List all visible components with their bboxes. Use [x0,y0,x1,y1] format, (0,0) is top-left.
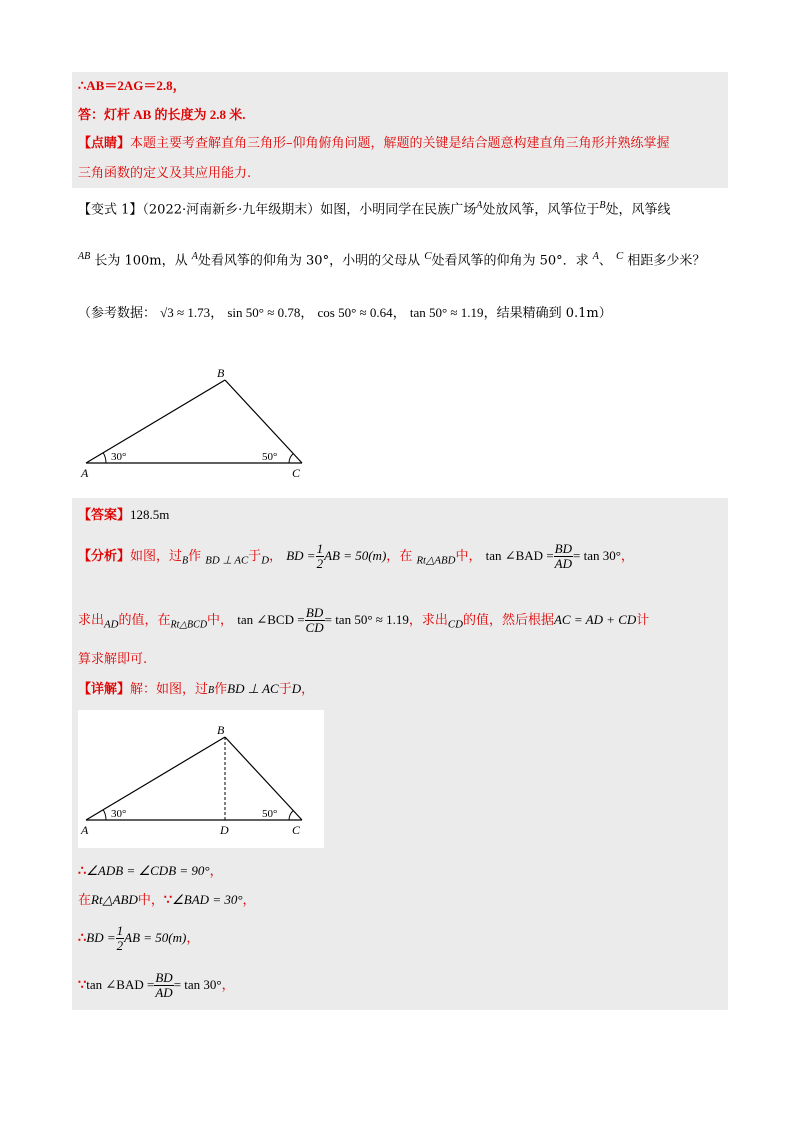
detail-tag: 【详解】 [78,682,131,697]
bd-perp-ac: BD ⊥ AC [227,681,279,696]
vertex-D-label: D [220,823,229,837]
step-1 [78,862,223,881]
analysis-text: 作 [188,549,202,564]
detail-line [78,680,314,700]
analysis-text: 中， [455,549,482,564]
vertex-C-label: C [292,466,301,480]
tip-tag: 【点睛】 [78,136,131,151]
punct: ， [242,893,256,908]
comma: ， [269,549,283,564]
tan-bad-left: tan ∠BAD = [485,548,554,563]
frac-denominator: CD [305,620,324,635]
answer-row [78,506,169,525]
bd-ad-fraction [154,971,173,1000]
frac-numerator: 1 [316,541,324,556]
punct: ， [186,931,200,946]
frac-denominator: AD [155,985,173,1000]
vertex-C-label: C [292,823,301,837]
frac-numerator: 1 [116,923,124,938]
point-C-label: C [424,250,432,262]
step-1-equation: ∠ADB = ∠CDB = 90° [86,863,210,878]
step-text: 中， [137,893,164,908]
tan-bcd-left: tan ∠BCD = [237,612,305,627]
answer-tag: 【答案】 [78,508,131,523]
analysis-line-2 [78,605,649,641]
problem-text: 处看风筝的仰角为 30°，小明的父母从 [197,253,421,269]
rt-bcd: Rt△BCD [170,619,208,631]
tip-text-1: 本题主要考查解直角三角形–仰角俯角问题，解题的关键是结合题意构建直角三角形并熟练掌握 [130,136,670,151]
problem-text: 处，风筝线 [605,202,671,218]
step-4-right: = tan 30° [173,977,222,992]
problem-text: （2022·河南新乡·九年级期末）如图，小明同学在民族广场 [142,202,477,218]
tan50-right: = tan 50° ≈ 1.19 [324,612,409,627]
segment-AD-label: AD [104,618,119,631]
bd-eq-right: AB = 50(m) [324,548,387,563]
because-symbol: ∵ [78,978,87,993]
problem-text: 长为 100m，从 [94,253,188,269]
ref-cos50: cos 50° ≈ 0.64 [317,305,393,320]
problem-text: 相距多少米？ [627,253,706,269]
frac-denominator: AD [554,556,572,571]
step-2 [78,891,256,910]
separator: 、 [598,253,612,269]
angle-C-label: 50° [262,808,278,820]
point-B-label: B [208,685,215,696]
analysis-line-1 [78,541,634,577]
detail-text: ， [301,682,315,697]
reference-data-line [78,304,612,323]
step-4 [78,970,235,1001]
triangle-figure-2 [78,710,324,848]
analysis-line-3: 算求解即可. [78,652,148,667]
problem-line-1 [78,197,671,219]
point-A-label: A [592,251,599,262]
analysis-text: 中， [207,613,234,628]
comma: ， [300,306,314,321]
ref-sqrt3: √3 ≈ 1.73 [160,305,211,320]
angle-C-label: 50° [262,451,278,463]
therefore-symbol: ∴ [78,864,87,879]
punct: ， [209,864,223,879]
tip-line-1 [78,135,670,153]
point-A-label: A [476,200,483,211]
point-D-label: D [261,554,270,567]
step-4-left: tan ∠BAD = [86,977,155,992]
segment-AB-label: AB [78,251,91,262]
answer-line: 答：灯杆 AB 的长度为 2.8 米. [78,107,246,122]
bd-eq-left: BD = [286,548,316,563]
problem-tag: 【变式 1】 [78,202,143,218]
bd-ad-fraction [554,542,573,571]
ref-sin50: sin 50° ≈ 0.78 [227,305,301,320]
ref-open: （参考数据： [78,306,157,321]
vertex-A-label: A [81,466,89,480]
analysis-text: ，在 [386,549,413,564]
detail-text: 解：如图，过 [130,682,209,697]
tan30-right: = tan 30° [573,548,621,563]
ac-equation: AC = AD + CD [553,612,637,627]
problem-text: 处放风筝，风筝位于 [482,202,600,218]
ref-close: ，结果精确到 0.1m） [483,306,612,321]
step-text: 在 [78,893,92,908]
half-fraction [116,924,125,953]
analysis-text: ，求出 [408,613,448,628]
ref-tan50: tan 50° ≈ 1.19 [409,305,484,320]
analysis-text: 如图，过 [130,549,183,564]
analysis-text: ， [620,549,634,564]
angle-A-label: 30° [111,451,127,463]
frac-denominator: 2 [116,938,124,953]
angle-A-label: 30° [111,808,127,820]
step-2-equation: ∠BAD = 30° [172,892,243,907]
step-3 [78,923,199,954]
point-B-label: B [182,555,189,567]
therefore-ab-line: ∴AB＝2AG＝2.8， [78,78,186,93]
detail-text: 作 [214,682,228,697]
frac-numerator: BD [155,970,173,985]
bd-perp-ac: BD ⊥ AC [205,554,249,567]
rt-abd: Rt△ABD [91,892,138,907]
point-D-label: D [291,681,302,696]
because-symbol: ∵ [163,893,173,908]
step-3-left: BD = [86,930,116,945]
detail-text: 于 [278,682,292,697]
point-A-label: A [191,251,198,262]
point-C-label: C [616,250,624,262]
vertex-A-label: A [81,823,89,837]
vertex-B-label: B [217,723,225,737]
triangle-figure-1 [78,360,314,486]
punct: ， [221,978,235,993]
problem-line-2 [78,247,705,270]
analysis-tag: 【分析】 [78,549,131,564]
segment-CD-label: CD [447,618,463,631]
comma: ， [210,306,224,321]
vertex-B-label: B [217,366,225,380]
analysis-text: 于 [248,549,262,564]
analysis-text: 的值，然后根据 [462,613,554,628]
therefore-symbol: ∴ [78,931,87,946]
point-B-label: B [599,200,606,211]
bd-cd-fraction [305,606,325,635]
frac-denominator: 2 [316,556,324,571]
problem-text: 处看风筝的仰角为 50°．求 [431,253,589,269]
frac-numerator: BD [305,605,324,620]
analysis-text: 求出 [78,613,105,628]
step-3-right: AB = 50(m) [124,930,187,945]
frac-numerator: BD [554,541,572,556]
tip-line-2: 三角函数的定义及其应用能力. [78,166,252,181]
analysis-text: 计 [636,613,650,628]
analysis-text: 的值，在 [118,613,171,628]
rt-abd: Rt△ABD [416,554,456,567]
answer-value: 128.5m [130,507,170,522]
half-fraction [316,542,325,571]
comma: ， [392,306,406,321]
